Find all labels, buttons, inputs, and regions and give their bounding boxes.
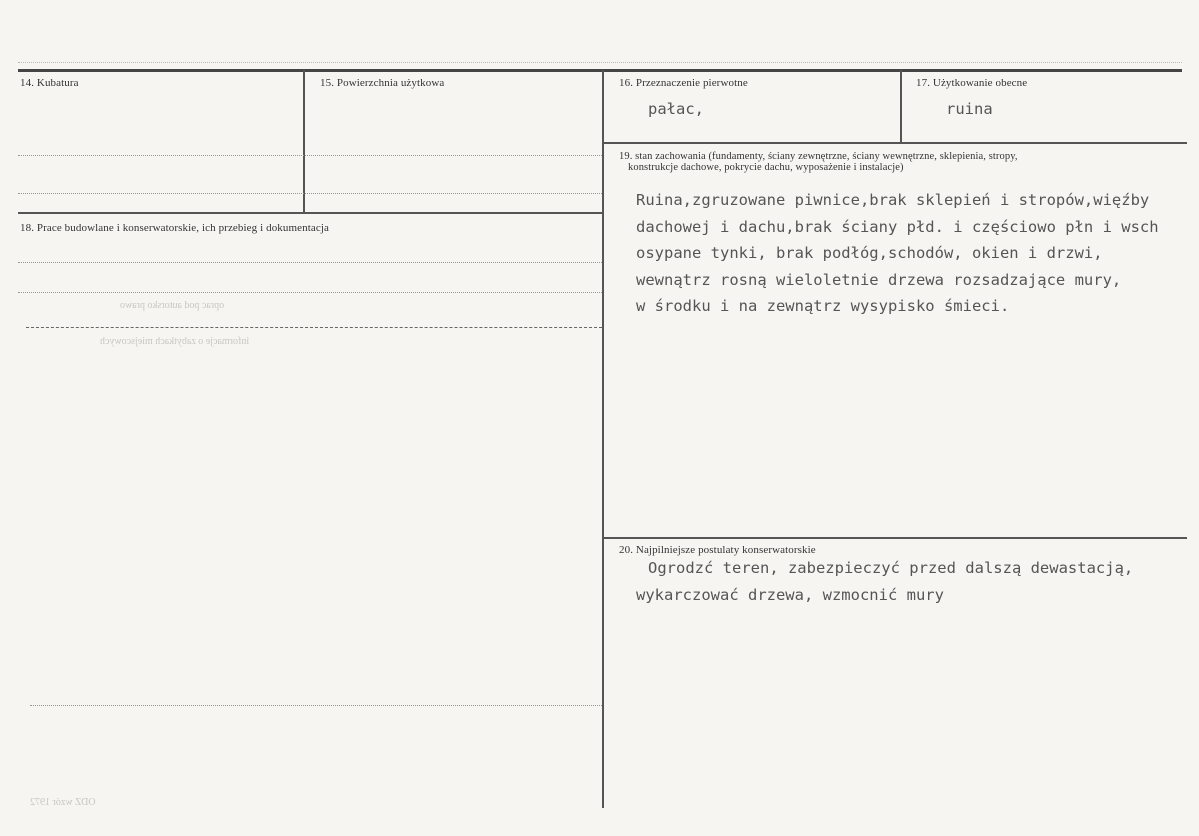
- stan-line-1: Ruina,zgruzowane piwnice,brak sklepień i stropów,więźby: [636, 191, 1150, 209]
- przeznaczenie-label: 16. Przeznaczenie pierwotne: [619, 77, 748, 89]
- stan-line-5: w środku i na zewnątrz wysypisko śmieci.: [636, 297, 1010, 316]
- rule-under-16-17: [603, 142, 1187, 144]
- postulaty-value: [636, 555, 1134, 608]
- powierzchnia-label: 15. Powierzchnia użytkowa: [320, 77, 445, 89]
- bleed-through-text-2: informacje o zabytkach miejscowych: [100, 336, 250, 347]
- uzytkowanie-label: 17. Użytkowanie obecne: [916, 77, 1028, 89]
- rule-above-20: [603, 537, 1187, 539]
- stan-zachowania-label-cont: konstrukcje dachowe, pokrycie dachu, wyposażenie i instalacje): [628, 162, 904, 173]
- postulaty-line-1: Ogrodzć teren, zabezpieczyć przed dalszą dewastacją,: [648, 559, 1134, 577]
- bleed-through-text-3: ODZ wzór 1972: [30, 797, 96, 808]
- kubatura-label: 14. Kubatura: [20, 77, 79, 89]
- divider-16-17: [900, 70, 902, 142]
- faint-rule-b: [18, 193, 602, 194]
- prace-budowlane-label: 18. Prace budowlane i konserwatorskie, ich przebieg i dokumentacja: [20, 222, 329, 234]
- stan-zachowania-value: [636, 187, 1159, 320]
- rule-above-18: [18, 212, 602, 214]
- divider-14-15: [303, 70, 305, 212]
- postulaty-label: 20. Najpilniejsze postulaty konserwatorskie: [619, 544, 816, 556]
- faint-rule-c: [18, 262, 602, 263]
- stan-zachowania-label: 19. stan zachowania (fundamenty, ściany zewnętrzne, ściany wewnętrzne, sklepienia, stropy,: [619, 151, 1018, 162]
- bleed-through-text: oprac pod autorsko prawo: [120, 300, 225, 311]
- faint-rule-d: [18, 292, 602, 293]
- faint-rule-e: [30, 705, 602, 706]
- divider-left-right: [602, 70, 604, 808]
- faint-rule-a: [18, 155, 602, 156]
- rule-mid-left: [26, 327, 602, 328]
- stan-line-2: dachowej i dachu,brak ściany płd. i częściowo płn i wsch: [636, 217, 1159, 236]
- stan-line-4: wewnątrz rosną wieloletnie drzewa rozsadzające mury,: [636, 270, 1122, 289]
- top-rule-main: [18, 69, 1182, 72]
- uzytkowanie-value: ruina: [946, 100, 993, 118]
- stan-line-3: osypane tynki, brak podłóg,schodów, okien i drzwi,: [636, 244, 1103, 263]
- top-rule: [18, 62, 1182, 63]
- przeznaczenie-value: pałac,: [648, 100, 704, 118]
- postulaty-line-2: wykarczować drzewa, wzmocnić mury: [636, 585, 944, 604]
